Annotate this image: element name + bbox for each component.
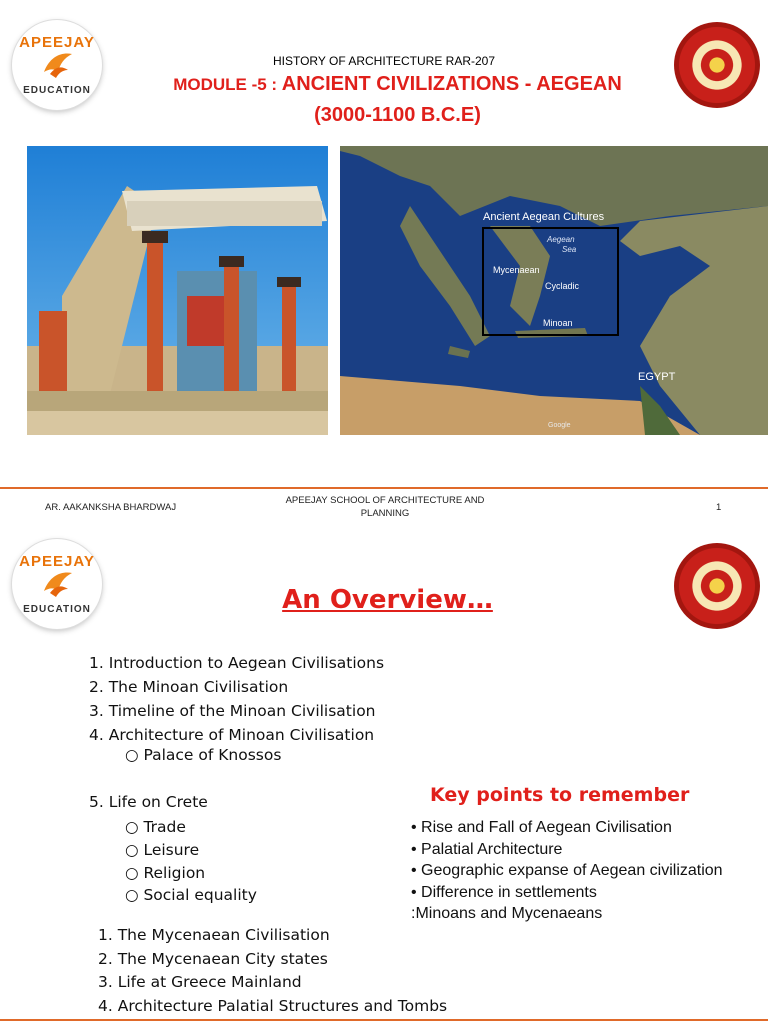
list-item: 3. Life at Greece Mainland [98,973,302,991]
course-code: HISTORY OF ARCHITECTURE RAR-207 [272,54,496,68]
footer-divider [0,1019,768,1021]
sub-list-item: ○ Palace of Knossos [125,746,282,764]
list-item: 1. The Mycenaean Civilisation [98,926,330,944]
knossos-palace-photo [27,146,328,435]
footer-page-number: 1 [716,502,722,513]
list-item: 4. Architecture Palatial Structures and Tombs [98,996,448,1015]
footer-divider [0,487,768,489]
list-item: 1. Introduction to Aegean Civilisations [89,654,385,672]
sub-list-item: ○ Trade [125,818,186,836]
overview-title: An Overview… [282,585,493,615]
map-cycladic-label: Cycladic [545,281,580,291]
list-item: 4. Architecture of Minoan Civilisation [89,726,375,744]
module-title [0,73,768,96]
logo-text-top: APEEJAY [19,34,95,51]
sub-list-item: ○ Leisure [125,841,200,859]
logo-text-top: APEEJAY [19,553,95,570]
map-mycenaean-label: Mycenaean [493,265,540,275]
map-google-watermark: Google [548,422,571,429]
key-point: • Palatial Architecture [411,840,563,858]
life-on-crete: 5. Life on Crete [89,793,208,811]
footer-school: APEEJAY SCHOOL OF ARCHITECTURE AND PLANNING [285,495,485,519]
aegean-map [340,146,768,435]
key-point: • Difference in settlements [411,883,597,901]
logo-text-bottom: EDUCATION [23,604,91,615]
list-item: 3. Timeline of the Minoan Civilisation [89,702,376,720]
map-box-title: Ancient Aegean Cultures [483,211,605,223]
key-point-tail: :Minoans and Mycenaeans [411,905,603,922]
footer-author: AR. AAKANKSHA BHARDWAJ [45,502,177,513]
overview-list-part1 [89,654,384,770]
map-sea-label: Sea [562,245,577,254]
logo-text-bottom: EDUCATION [23,85,91,96]
map-aegean-label: Aegean [547,235,575,244]
sub-list-item: ○ Social equality [125,886,257,904]
list-item: 2. The Minoan Civilisation [89,678,289,696]
apeejay-logo [12,539,102,629]
date-range: (3000-1100 B.C.E) [314,104,481,126]
key-points-list [411,819,723,927]
key-points-title: Key points to remember [430,784,690,806]
crete-sub-list [125,818,257,908]
module-prefix: MODULE -5 : [173,75,282,94]
key-point: • Rise and Fall of Aegean Civilisation [411,819,672,836]
list-item: 2. The Mycenaean City states [98,949,328,968]
key-point: • Geographic expanse of Aegean civilization [411,862,723,879]
slide-2 [0,525,768,1024]
map-minoan-label: Minoan [543,318,573,328]
map-egypt-label: EGYPT [638,371,676,383]
sub-list-item: ○ Religion [125,864,206,882]
mycenaean-list [98,926,447,1020]
module-name: ANCIENT CIVILIZATIONS - AEGEAN [281,73,622,95]
